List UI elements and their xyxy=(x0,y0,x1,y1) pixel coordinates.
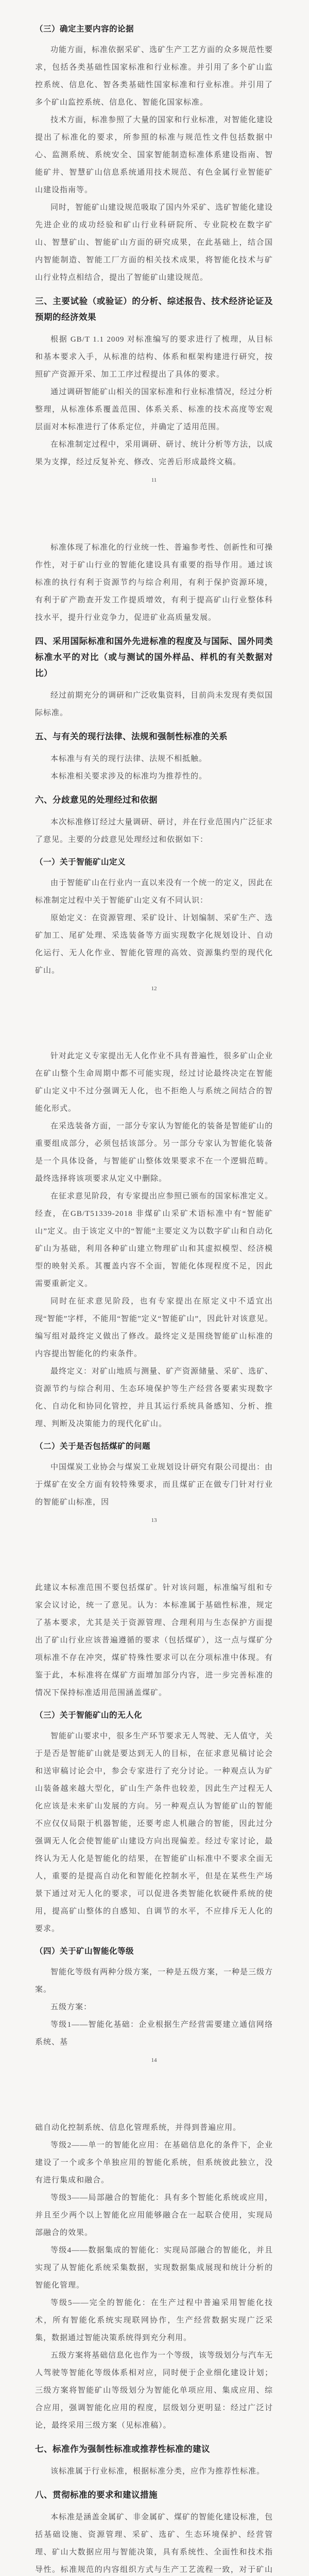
paragraph: 智能化等级有两种分级方案，一种是五级方案，一种是三级方案。 xyxy=(35,1968,273,1994)
paragraph: 等级3——局部融合的智能化：具有多个智能化系统或应用，并且至少两个以上智能化应用能够融合在一起联合使用，实现局部融合的效果。 xyxy=(35,2194,273,2237)
paragraph: 本次标准修订经过大量调研、研讨，并在行业范围内广泛征求了意见。主要的分歧意见处理经过和依据如下： xyxy=(35,818,273,844)
section-heading: 八、贯彻标准的要求和建议措施 xyxy=(35,2490,158,2500)
subsection-heading: （三）关于智能矿山的无人化 xyxy=(35,1711,143,1720)
paragraph: 等级5——完全的智能化：在生产过程中普遍采用智能化技术，所有智能化系统实现联网协作，生产经营数据实现广泛采集，数据通过智能决策系统得到充分利用。 xyxy=(35,2299,273,2342)
subsection-heading: （一）关于智能矿山定义 xyxy=(35,858,126,867)
paragraph: 在标准制定过程中，采用调研、研讨、统计分析等方法，以成果为支撑，经过反复补充、修改、完善后形成最终文稿。 xyxy=(35,440,273,466)
section-heading: 三、主要试验（或验证）的分析、综述报告、技术经济论证及预期的经济效果 xyxy=(35,297,273,322)
subsection-heading: （三）确定主要内容的论据 xyxy=(35,25,134,33)
paragraph: 同时在征求意见阶段，也有专家提出在原定义中不适宜出现“智能”字样，不能用“智能”定义“智能矿山”，因此针对该意见。编写组对最终定义做出了修改。最终定义是围绕智能矿山标准的内容提出智能化的约束条件。 xyxy=(35,1297,273,1358)
section-heading: 四、采用国际标准和国外先进标准的程度及与国际、国外同类标准水平的对比（或与测试的国外样品、样机的有关数据对比） xyxy=(35,637,273,678)
paragraph-continuation: 础自动化控制系统、信息化管理系统，并得到普遍应用。 xyxy=(35,2124,242,2132)
paragraph: 五级方案： xyxy=(50,2003,92,2011)
paragraph: 在征求意见阶段，有专家提出应参照已颁布的国家标准定义。经查，在GB/T51339-2018 非煤矿山采矿术语标准中有“智能矿山”定义。由于该定义中的“智能”主要定义为以数字矿山和自动化矿山为基础，利用各种矿山建立物理矿山和其虚拟模型、经济模型的映射关系。其覆盖内容不全面，智能化体现程度不足，因此需要重新定义。 xyxy=(35,1192,273,1288)
paragraph: 该标准属于行业标准，根据标准分类，应作为推荐性标准。 xyxy=(50,2467,265,2476)
paragraph: 通过调研智能矿山相关的国家标准和行业标准情况，经过分析整理，从标准体系覆盖范围、体系关系、标准的技术高度等宏观层面对本标准进行了体系定位，并确定了适用范围。 xyxy=(35,388,273,431)
subsection-heading: （二）关于是否包括煤矿的问题 xyxy=(35,1442,151,1451)
paragraph: 由于智能矿山在行业内一直以来没有一个统一的定义，因此在标准制定过程中关于智能矿山定义有不同认识： xyxy=(35,879,273,905)
subsection-heading: （四）关于矿山智能化等级 xyxy=(35,1947,134,1956)
paragraph: 在采选装备方面，一部分专家认为智能化的装备是智能矿山的重要组成部分，必须包括该部分。另一部分专家认为智能化装备是一个具体设备，与智能矿山整体效果要求不在一个逻辑范畴。最终选择将该项要求从定义中删除。 xyxy=(35,1122,273,1183)
paragraph: 中国煤炭工业协会与煤炭工业规划设计研究有限公司提出：由于煤矿在安全方面有较特殊要求，而且煤矿正在做专门针对行业的智能矿山标准，因 xyxy=(35,1463,273,1506)
page-number: 11 xyxy=(151,477,157,483)
page-number: 13 xyxy=(151,1517,157,1523)
paragraph: 等级1——智能化基础：企业根据生产经营需要建立通信网络系统、基 xyxy=(35,2021,273,2046)
section-heading: 五、与有关的现行法律、法规和强制性标准的关系 xyxy=(35,732,228,741)
paragraph: 五级方案将基础信息化也作为一个等级，该等级划分与汽车无人驾驶等智能化等级体系相对应，同时便于企业细化建设计划；三级方案将智能矿山等级划分为智能化单项应用、集成应用、综合应用，强调智能化应用的程度，层级划分更明显：经过广泛讨论，最终采用三级方案（见标准稿）。 xyxy=(35,2351,273,2430)
paragraph: 经过前期充分的调研和广泛收集资料，目前尚未发现有类似国际标准。 xyxy=(35,691,273,717)
paragraph: 原始定义：在资源管理、采矿设计、计划编制、采矿生产、选矿加工、尾矿处理、采选装备等方面实现数字化规划设计、自动化运行、无人化作业、智能化管理的高效、资源集约型的现代化矿山。 xyxy=(35,914,273,975)
page-gap xyxy=(35,1524,273,1579)
page-gap xyxy=(35,993,273,1047)
paragraph: 针对此定义专家提出无人化作业不具有普遍性，很多矿山企业在矿山整个生命周期中都不可能实现，经过讨论最终决定在智能矿山定义中不过分强调无人化，也不拒绝人与系统之间结合的智能化形式。 xyxy=(35,1052,273,1113)
paragraph: 同时，智能矿山建设规范吸取了国内外采矿、选矿智能化建设先进企业的成功经验和矿山行业科研院所、专业院校在数字矿山、智慧矿山、智能矿山方面的研究成果，在此基础上，结合国内智能制造、智能工厂方面的相关技术成果，将智能化技术与矿山行业特点相结合，提出了智能矿山建设规范。 xyxy=(35,204,273,282)
paragraph: 本标准是涵盖金属矿、非金属矿、煤矿的智能化建设标准，包括基础设施、资源管理、采矿、选矿、生态环境保护、经营管理、矿山大数据应用与智能决策，具有系统性、全面性和技术指导性。标准规范的内容组织方式与生产工艺流程一致，对于矿山 xyxy=(35,2513,273,2574)
paragraph: 根据 GB/T 1.1 2009 对标准编写的要求进行了梳理，从目标和基本要求入手，从标准的结构、体系和框架构建进行研究，按照矿产资源开采、加工工序过程提出了具体的要求。 xyxy=(35,335,273,379)
page-number: 12 xyxy=(151,986,157,992)
paragraph: 等级4——数据集成的智能化：实现局部融合的智能化，并且实现了从智能化系统采集数据，实现数据集成展现和统计分析的智能化管理。 xyxy=(35,2246,273,2290)
document-body xyxy=(35,22,273,2576)
page-gap xyxy=(35,484,273,539)
page-number: 14 xyxy=(151,2057,157,2063)
section-heading: 六、分歧意见的处理经过和依据 xyxy=(35,795,158,805)
paragraph: 技术方面，标准参照了大量的国家和行业标准，对智能化建设提出了标准化的要求，所参照的标准与规范性文件包括数据中心、监测系统、系统安全、国家智能制造标准体系建设指南、智能矿井、智慧矿山信息系统通用技术规范、有色金属行业智能矿山建设指南等。 xyxy=(35,116,273,194)
page-gap xyxy=(35,2064,273,2119)
paragraph: 最终定义：对矿山地质与测量、矿产资源储量、采矿、选矿、资源节约与综合利用、生态环境保护等生产经营各要素实现数字化、自动化和协同化管控，并且其运行系统具备感知、分析、推理、判断及决策能力的现代化矿山。 xyxy=(35,1367,273,1428)
paragraph: 等级2——单一的智能化应用：在基础信息化的条件下，企业建设了一个或多个单独应用的智能化系统，但系统彼此独立，没有进行集成和融合。 xyxy=(35,2141,273,2184)
paragraph: 本标准相关要求涉及的标准均为推荐性的。 xyxy=(50,772,208,781)
paragraph: 智能矿山要求中，很多生产环节要求无人驾驶、无人值守，关于是否是智能矿山就是要达到无人的目标，在征求意见稿讨论会和送审稿讨论会中，参会专家进行了充分讨论。一种观点认为矿山装备越来越大型化，矿山生产条件也较差，因此生产过程无人化应该是未来矿山发展的方向。另一种观点认为智能矿山的智能不应仅仅局限于机器智能，还要考虑人机融合的智能，因此过分强调无人化会使智能矿山建设方向出现偏差。经过专家讨论，最终认为无人化是智能化的结果，在智能矿山标准中不要求全面无人，重要的是提高自动化和智能化控制水平，但是在某些生产场景下通过对无人化的要求，可以促进各类智能化软硬件系统的使用，提高矿山整体的自感知、自调节的水平，不应排斥无人化的要求。 xyxy=(35,1732,273,1933)
paragraph: 标准体现了标准化的行业统一性、普遍参考性、创新性和可操作性，对于矿山行业的智能化建设具有重要的指导作用。通过该标准的执行有利于资源节约与综合利用，有利于保护资源环境，有利于矿产勘查开发工作提质增效，有利于提高矿山行业整体科技水平，提升行业竞争力，促进矿业高质量发展。 xyxy=(35,544,273,622)
paragraph: 本标准与有关的现行法律、法规不相抵触。 xyxy=(50,755,208,763)
paragraph: 功能方面，标准依据采矿、选矿生产工艺方面的众多规范性要求，包括各类基础性国家标准和行业标准。并引用了多个矿山监控系统、信息化、智各类基础性国家标准和行业标准。并引用了多个矿山监控系统、信息化、智能化国家标准。 xyxy=(35,46,273,107)
section-heading: 七、标准作为强制性标准或推荐性标准的建议 xyxy=(35,2445,210,2454)
paragraph-continuation: 此建议本标准范围不要包括煤矿。针对该问题，标准编写组和专家会议讨论，统一了意见。认为：本标准属于基础性标准，规定了基本要求，尤其是关于资源管理、合理利用与生态保护方面提出了矿山行业应该普遍遵循的要求（包括煤矿），这一点与煤矿分项标准不存在冲突，煤矿特殊性要求可以在分项标准中体现。有鉴于此，本标准将在煤矿方面增加部分内容，进一步完善标准的情况下保持标准适用范围涵盖煤矿。 xyxy=(35,1584,273,1697)
